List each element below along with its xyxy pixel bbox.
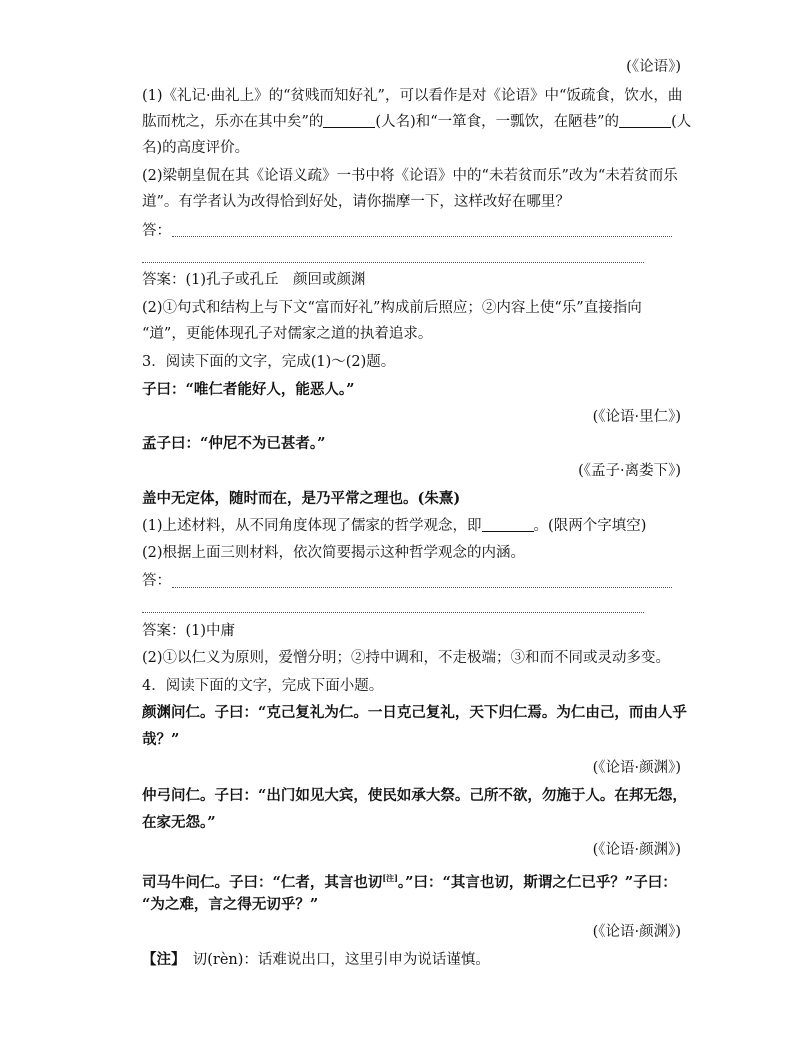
material-3-3: 盖中无定体，随时而在，是乃平常之理也。(朱熹) xyxy=(142,490,461,507)
answer-line[interactable] xyxy=(172,236,672,237)
material-4-2-line-2: 在家无怨。” xyxy=(142,814,216,831)
text: 。”曰：“其言也讱，斯谓之仁已乎？”子曰： xyxy=(397,873,677,891)
question-3-1 xyxy=(142,516,794,536)
question-3-title: 3．阅读下面的文字，完成(1)～(2)题。 xyxy=(142,354,396,370)
material-4-3-line-1 xyxy=(142,868,794,893)
answer-3-2: (2)①以仁义为原则，爱憎分明；②持中调和，不走极端；③和而不同或灵动多变。 xyxy=(142,650,671,666)
answer-line[interactable] xyxy=(172,587,672,588)
answer-2-2-line-1: (2)①句式和结构上与下文“富而好礼”构成前后照应；②内容上使“乐”直接指向 xyxy=(142,300,642,316)
material-4-1-line-1: 颜渊问仁。子曰：“克己复礼为仁。一日克己复礼，天下归仁焉。为仁由己，而由人乎 xyxy=(142,704,687,721)
fill-blank[interactable] xyxy=(619,113,671,128)
answer-3-1: 答案：(1)中庸 xyxy=(142,623,236,639)
source-citation: (《论语·颜渊》) xyxy=(592,842,681,858)
question-2-2-line-1: (2)梁朝皇侃在其《论语义疏》一书中将《论语》中的“未若贫而乐”改为“未若贫而乐 xyxy=(142,168,678,184)
source-citation: (《论语·颜渊》) xyxy=(592,924,681,940)
material-3-1: 子曰：“唯仁者能好人，能恶人。” xyxy=(142,381,355,398)
fill-blank[interactable] xyxy=(482,517,534,532)
answer-2-2-line-2: “道”，更能体现孔子对儒家之道的执着追求。 xyxy=(142,326,433,342)
question-3-2: (2)根据上面三则材料，依次简要揭示这种哲学观念的内涵。 xyxy=(142,545,526,561)
answer-line[interactable] xyxy=(142,262,644,263)
question-4-title: 4．阅读下面的文字，完成下面小题。 xyxy=(142,678,384,694)
question-2-1-line-2 xyxy=(142,112,794,132)
text: (人名)和“一箪食，一瓢饮，在陋巷”的 xyxy=(375,114,620,130)
text: 。(限两个字填空) xyxy=(533,518,647,534)
note-marker: [注] xyxy=(382,873,398,883)
material-4-2-line-1: 仲弓问仁。子曰：“出门如见大宾，使民如承大祭。己所不欲，勿施于人。在邦无怨， xyxy=(142,787,687,804)
source-citation: (《论语·里仁》) xyxy=(592,409,681,425)
source-citation: (《孟子·离娄下》) xyxy=(578,463,681,479)
footnote xyxy=(142,950,794,970)
text: (人 xyxy=(671,114,692,130)
question-2-2-line-2: 道”。有学者认为改得恰到好处，请你揣摩一下，这样改好在哪里？ xyxy=(142,194,570,210)
material-4-1-line-2: 哉？” xyxy=(142,731,180,748)
note-tag: 【注】 xyxy=(142,951,179,968)
source-citation: (《论语·颜渊》) xyxy=(592,760,681,776)
source-citation: (《论语》) xyxy=(626,59,681,75)
question-2-1-line-1: (1)《礼记·曲礼上》的“贫贱而知好礼”，可以看作是对《论语》中“饭疏食，饮水，曲 xyxy=(142,88,683,104)
answer-label: 答： xyxy=(142,573,171,589)
text: 肱而枕之，乐亦在其中矣”的 xyxy=(142,114,324,130)
text: 司马牛问仁。子曰：“仁者，其言也讱 xyxy=(142,873,383,891)
fill-blank[interactable] xyxy=(323,113,375,128)
answer-line[interactable] xyxy=(142,612,644,613)
answer-2-1: 答案：(1)孔子或孔丘 颜回或颜渊 xyxy=(142,272,366,288)
text: (1)上述材料，从不同角度体现了儒家的哲学观念，即 xyxy=(142,518,482,534)
answer-label: 答： xyxy=(142,223,171,239)
material-3-2: 孟子曰：“仲尼不为已甚者。” xyxy=(142,435,326,452)
question-2-1-line-3: 名)的高度评价。 xyxy=(142,140,250,156)
material-4-3-line-2: “为之难，言之得无讱乎？” xyxy=(142,896,319,913)
note-text: 讱(rèn)：话难说出口，这里引申为说话谨慎。 xyxy=(192,952,490,968)
